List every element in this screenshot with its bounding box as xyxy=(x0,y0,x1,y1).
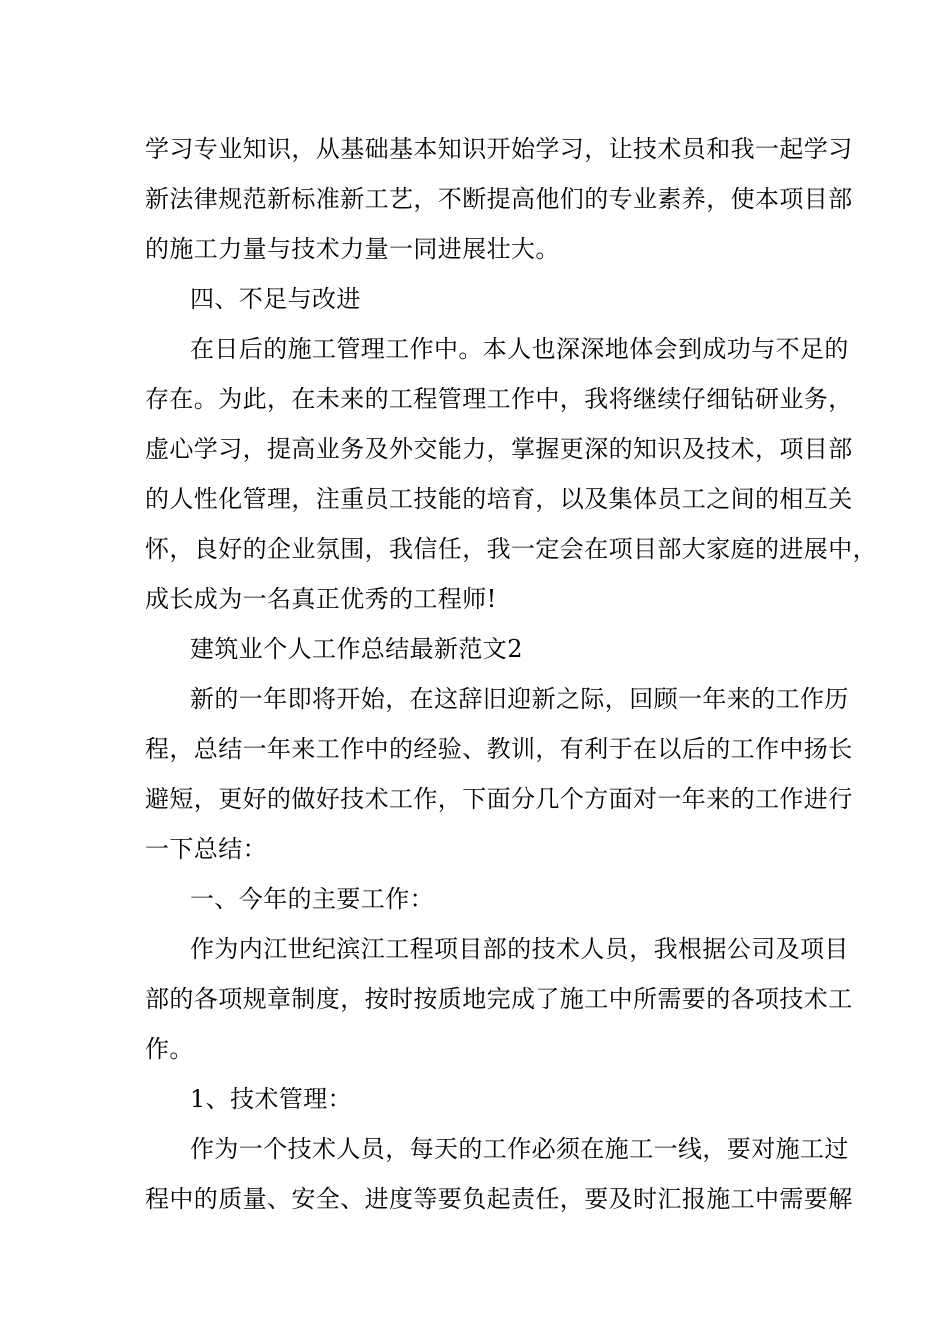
body-text-line: 新的一年即将开始，在这辞旧迎新之际，回顾一年来的工作历 xyxy=(190,685,849,713)
body-text-line: 的人性化管理，注重员工技能的培育，以及集体员工之间的相互关 xyxy=(145,485,853,513)
body-text-line: 的施工力量与技术力量一同进展壮大。 xyxy=(145,235,560,263)
body-text-line: 在日后的施工管理工作中。本人也深深地体会到成功与不足的 xyxy=(190,335,849,363)
section-heading: 一、今年的主要工作： xyxy=(190,885,434,913)
article-subtitle: 建筑业个人工作总结最新范文2 xyxy=(190,635,523,663)
body-text-line: 存在。为此，在未来的工程管理工作中，我将继续仔细钻研业务， xyxy=(145,385,853,413)
body-text-line: 作为一个技术人员，每天的工作必须在施工一线，要对施工过 xyxy=(190,1135,849,1163)
subsection-heading: 1、技术管理： xyxy=(190,1085,353,1113)
body-text-line: 作为内江世纪滨江工程项目部的技术人员，我根据公司及项目 xyxy=(190,935,849,963)
section-heading: 四、不足与改进 xyxy=(190,285,361,313)
body-text-line: 一下总结： xyxy=(145,835,267,863)
body-text-line: 成长成为一名真正优秀的工程师! xyxy=(145,585,497,613)
body-text-line: 学习专业知识，从基础基本知识开始学习，让技术员和我一起学习 xyxy=(145,135,853,163)
body-text-line: 新法律规范新标准新工艺，不断提高他们的专业素养，使本项目部 xyxy=(145,185,853,213)
body-text-line: 程，总结一年来工作中的经验、教训，有利于在以后的工作中扬长 xyxy=(145,735,853,763)
body-text-line: 程中的质量、安全、进度等要负起责任，要及时汇报施工中需要解 xyxy=(145,1185,853,1213)
body-text-line: 虚心学习，提高业务及外交能力，掌握更深的知识及技术，项目部 xyxy=(145,435,853,463)
body-text-line: 避短，更好的做好技术工作，下面分几个方面对一年来的工作进行 xyxy=(145,785,853,813)
body-text-line: 作。 xyxy=(145,1035,194,1063)
body-text-line: 部的各项规章制度，按时按质地完成了施工中所需要的各项技术工 xyxy=(145,985,853,1013)
body-text-line: 怀，良好的企业氛围，我信任，我一定会在项目部大家庭的进展中， xyxy=(145,535,877,563)
